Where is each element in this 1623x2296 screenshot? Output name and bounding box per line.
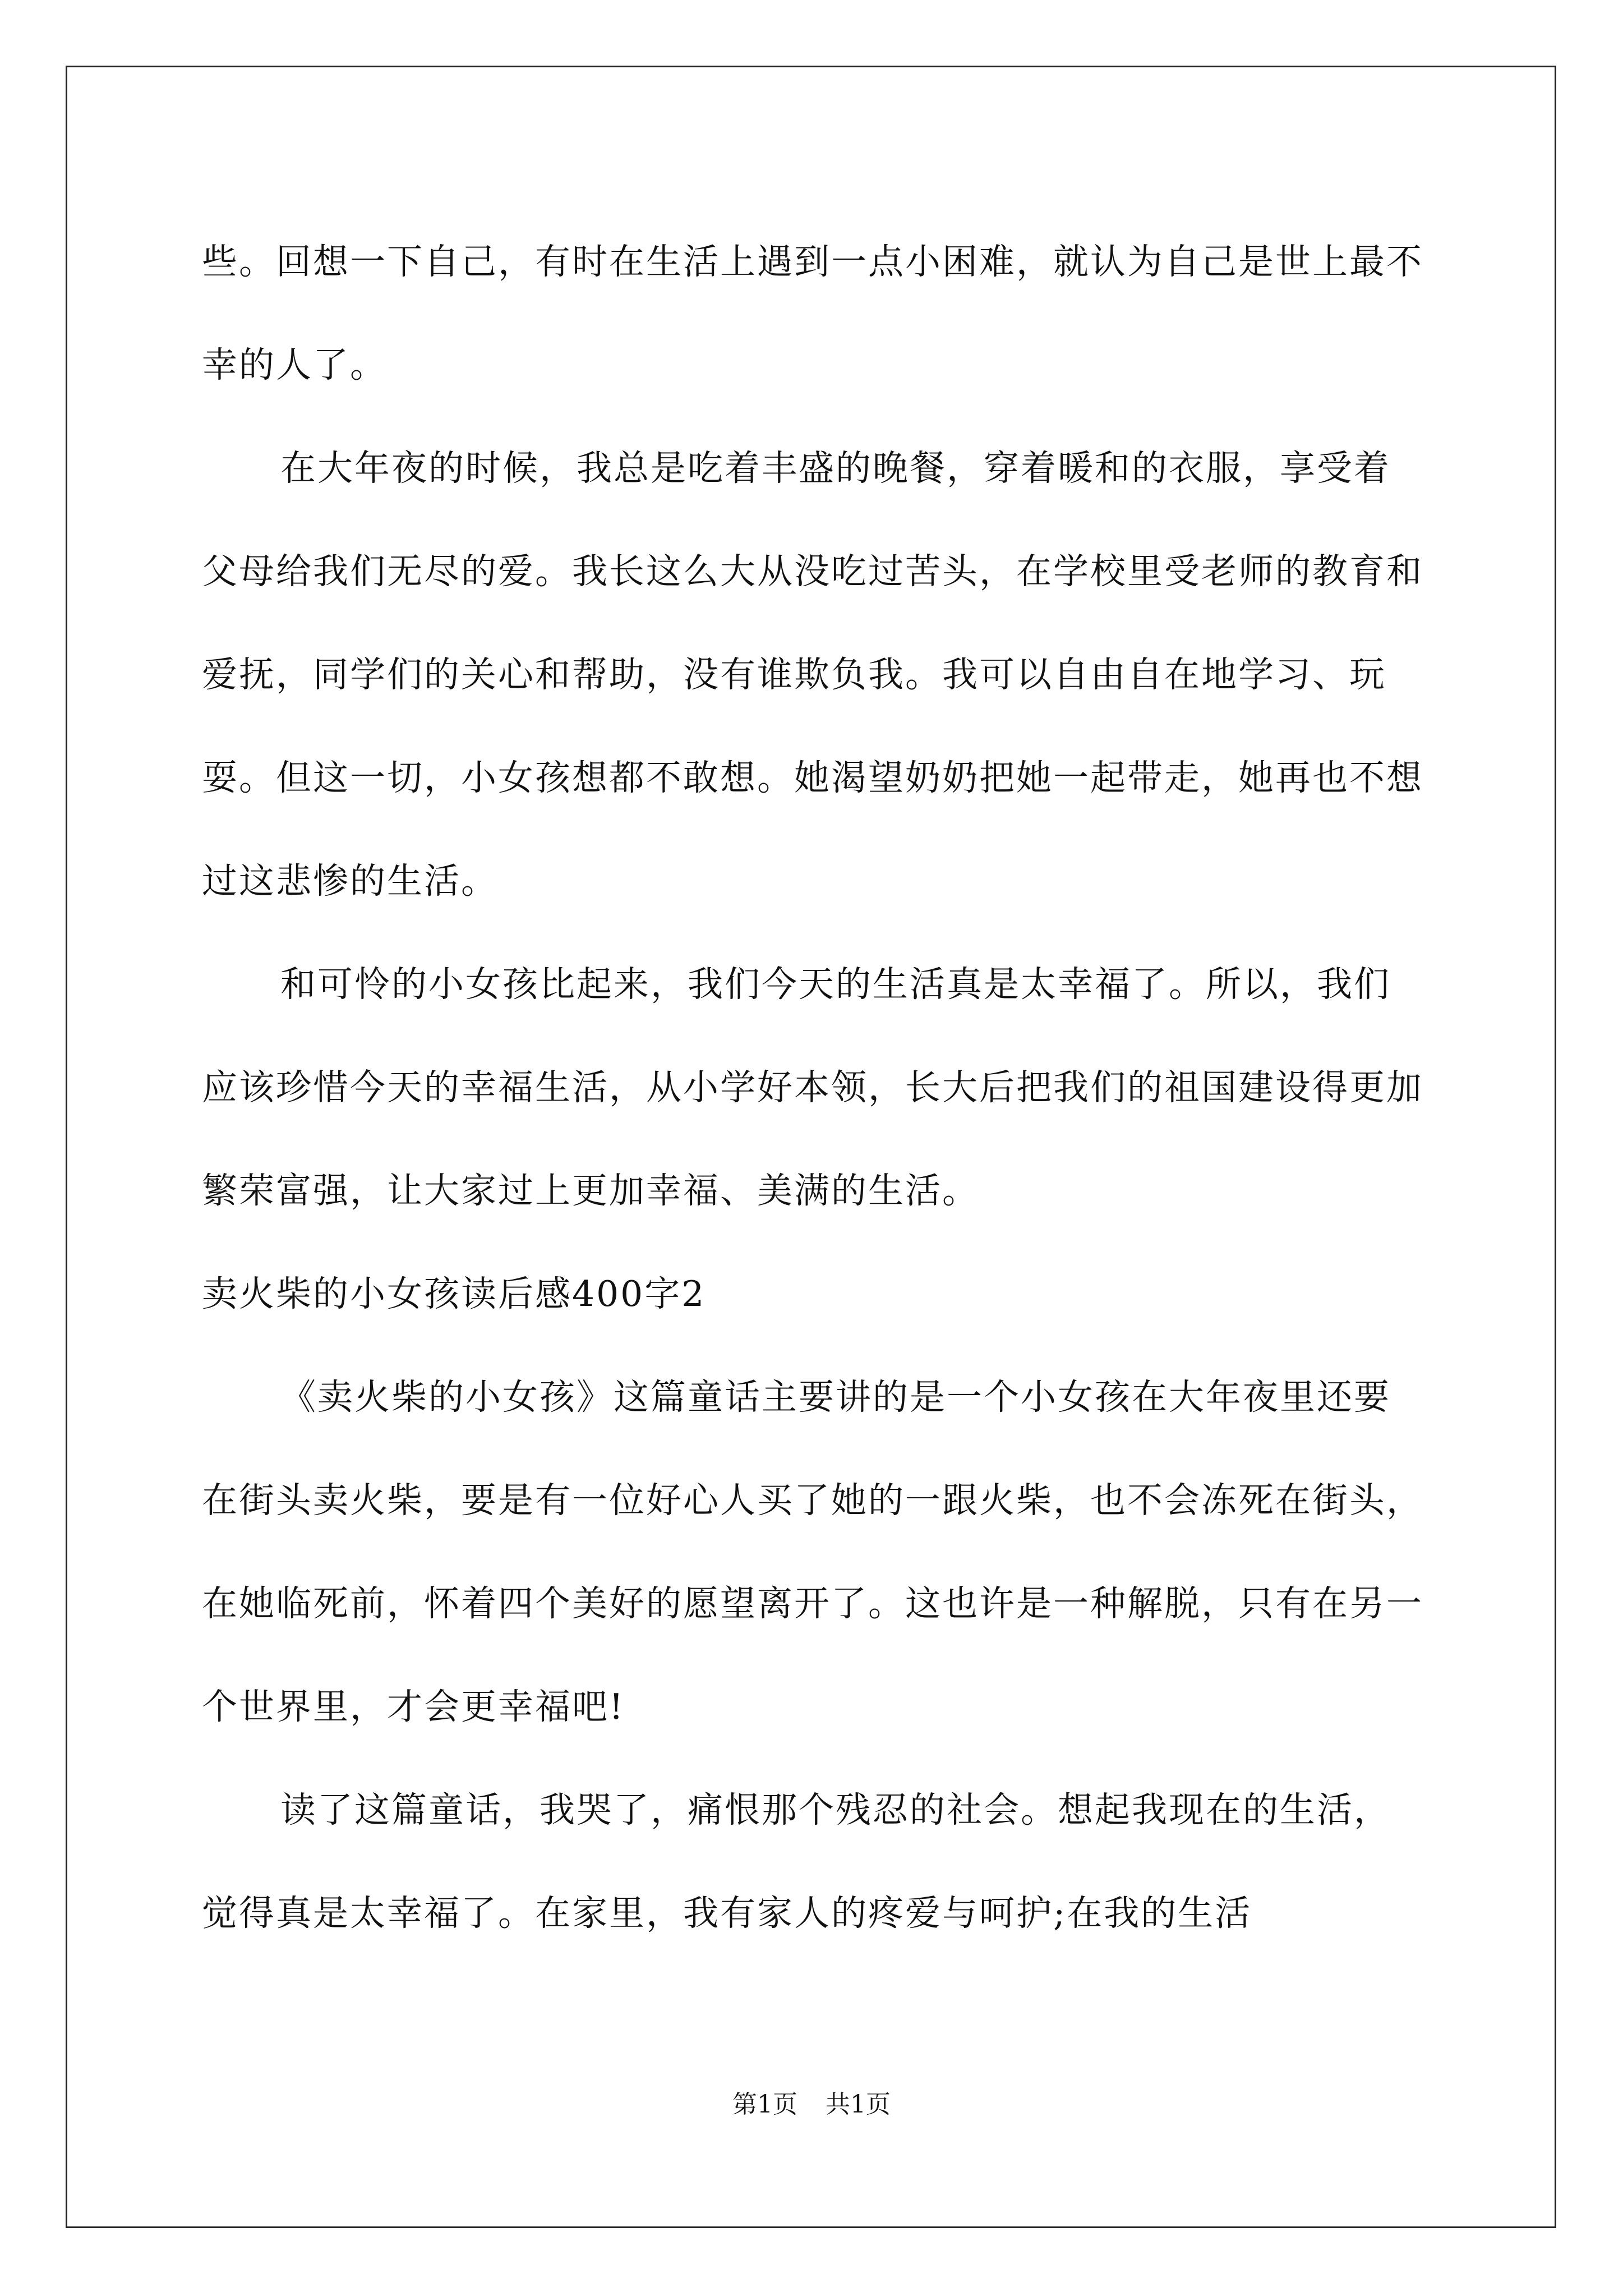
page-total: 共1页 [826, 2090, 891, 2119]
paragraph-2: 在大年夜的时候，我总是吃着丰盛的晚餐，穿着暖和的衣服，享受着父母给我们无尽的爱。我长这么大从没吃过苦头，在学校里受老师的教育和爱抚，同学们的关心和帮助，没有谁欺负我。我可以自由自在地学习、玩耍。但这一切，小女孩想都不敢想。她渴望奶奶把她一起带走，她再也不想过这悲惨的生活。 [202, 448, 1423, 901]
paragraph-5: 读了这篇童话，我哭了，痛恨那个残忍的社会。想起我现在的生活，觉得真是太幸福了。在家里，我有家人的疼爱与呵护;在我的生活 [202, 1789, 1391, 1934]
paragraph-3: 和可怜的小女孩比起来，我们今天的生活真是太幸福了。所以，我们应该珍惜今天的幸福生活，从小学好本领，长大后把我们的祖国建设得更加繁荣富强，让大家过上更加幸福、美满的生活。 [202, 964, 1423, 1211]
section-heading: 卖火柴的小女孩读后感400字2 [202, 1273, 706, 1314]
page-number: 第1页 [732, 2090, 797, 2119]
document-body [202, 210, 1424, 1965]
paragraph-4: 《卖火柴的小女孩》这篇童话主要讲的是一个小女孩在大年夜里还要在街头卖火柴，要是有一位好心人买了她的一跟火柴，也不会冻死在街头，在她临死前，怀着四个美好的愿望离开了。这也许是一种解脱，只有在另一个世界里，才会更幸福吧! [202, 1377, 1423, 1727]
page-footer [0, 2084, 1623, 2120]
paragraph-1: 些。回想一下自己，有时在生活上遇到一点小困难，就认为自己是世上最不幸的人了。 [202, 241, 1423, 385]
